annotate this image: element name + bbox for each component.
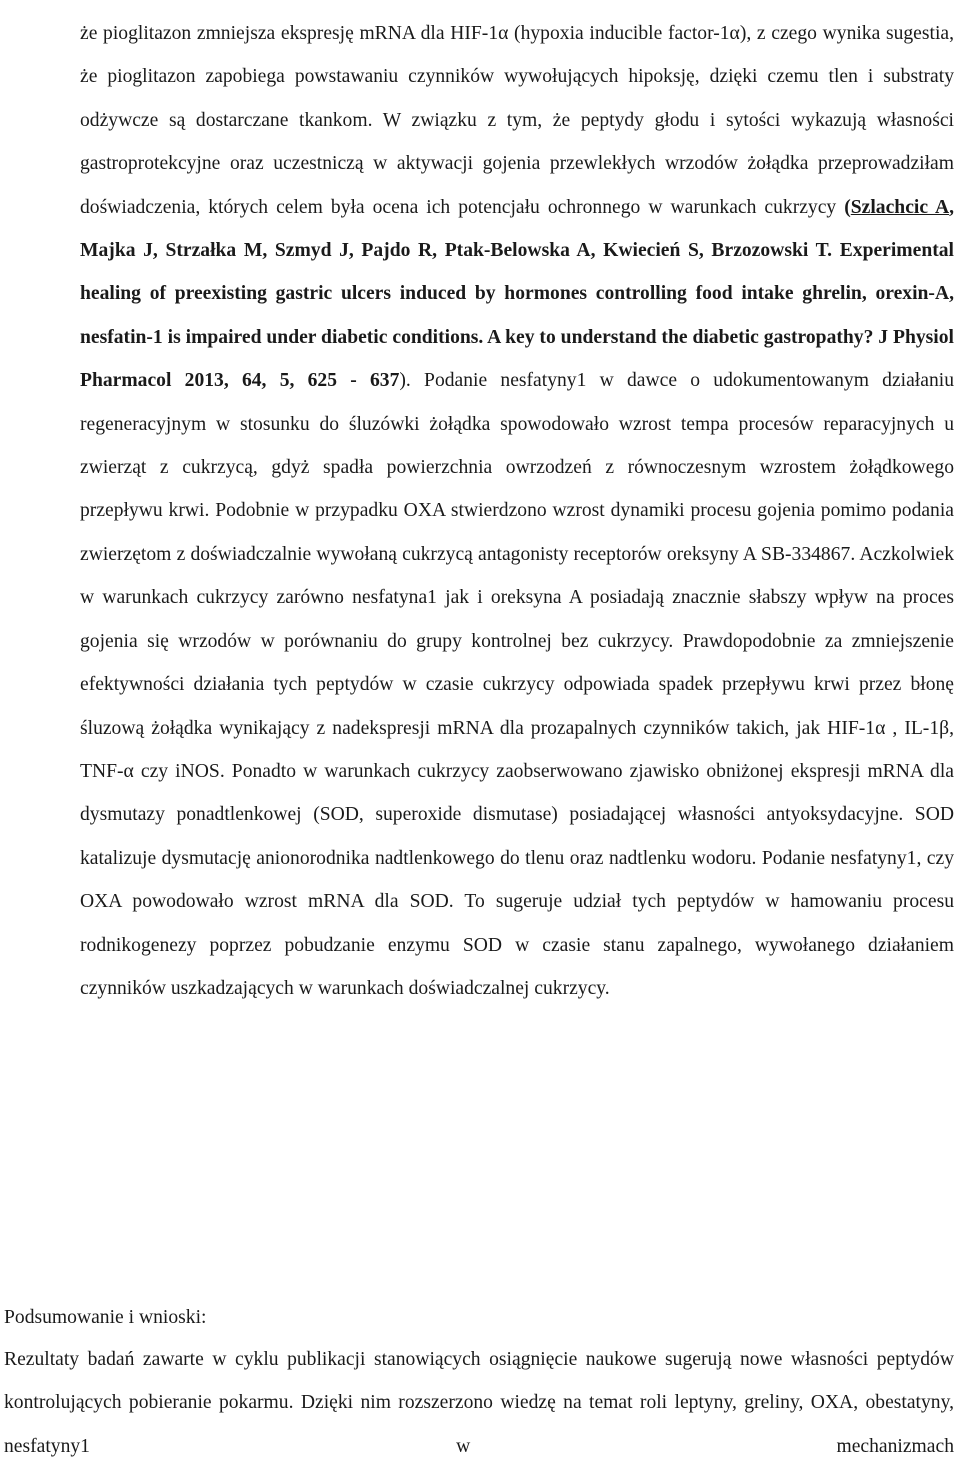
paragraph-text-continued: Podanie nesfatyny1 w dawce o udokumentowanym działaniu regeneracyjnym w stosunku do śluzówki żołądka spowodowało wzrost tempa procesów reparacyjnych u zwierząt z cukrzycą, gdyż spadła powierzchnia owrzodzeń z równoczesnym wzrostem żołądkowego przepływu krwi. Podobnie w przypadku OXA stwierdzono wzrost dynamiki procesu gojenia pomimo podania zwierzętom z doświadczalnie wywołaną cukrzycą antagonisty receptorów oreksyny A SB-334867. Aczkolwiek w warunkach cukrzycy zarówno nesfatyna1 jak i oreksyna A posiadają znacznie słabszy wpływ na proces gojenia się wrzodów w porównaniu do grupy kontrolnej bez cukrzycy. Prawdopodobnie za zmniejszenie efektywności działania tych peptydów w czasie cukrzycy odpowiada spadek przepływu krwi przez błonę śluzową żołądka wynikający z nadekspresji mRNA dla prozapalnych czynników takich, jak HIF-1α , IL-1β, TNF-α czy iNOS. Ponadto w warunkach cukrzycy zaobserwowano zjawisko obniżonej ekspresji mRNA dla dysmutazy ponadtlenkowej (SOD, superoxide dismutase) posiadającej własności antyoksydacyjne. SOD katalizuje dysmutację anionorodnika nadtlenkowego do tlenu oraz nadtlenku wodoru. Podanie nesfatyny1, czy OXA powodowało wzrost mRNA dla SOD. To sugeruje udział tych peptydów w hamowaniu procesu rodnikogenezy poprzez pobudzanie enzymu SOD w czasie stanu zapalnego, wywołanego działaniem czynników uszkadzających w warunkach doświadczalnej cukrzycy. xyxy=(80,370,954,999)
body-paragraph xyxy=(80,12,954,1010)
section-heading: Podsumowanie i wnioski: xyxy=(4,1307,207,1328)
paragraph-text: że pioglitazon zmniejsza ekspresję mRNA dla HIF-1α (hypoxia inducible factor-1α), z czego wynika sugestia, że pioglitazon zapobiega powstawaniu czynników wywołujących hipoksję, dzięki czemu tlen i substraty odżywcze są dostarczane tkankom. W związku z tym, że peptydy głodu i sytości wykazują własności gastroprotekcyjne oraz uczestniczą w aktywacji gojenia przewlekłych wrzodów żołądka przeprowadziłam doświadczenia, których celem była ocena ich potencjału ochronnego w warunkach cukrzycy xyxy=(80,23,954,218)
citation-text: , Majka J, Strzałka M, Szmyd J, Pajdo R, Ptak-Belowska A, Kwiecień S, Brzozowski T. Experimental healing of preexisting gastric ulcers induced by hormones controlling food intake ghrelin, orexin-A, nesfatin-1 is impaired under diabetic conditions. A key to understand the diabetic gastropathy? J Physiol Pharmacol 2013, 64, 5, 625 - 637 xyxy=(80,196,955,392)
citation-close: ). xyxy=(399,370,411,392)
summary-paragraph: Rezultaty badań zawarte w cyklu publikacji stanowiących osiągnięcie naukowe sugerują nowe własności peptydów kontrolujących pobieranie pokarmu. Dzięki nim rozszerzono wiedzę na temat roli leptyny, greliny, OXA, obestatyny, nesfatyny1 w mechanizmach xyxy=(4,1349,954,1457)
citation-first-author: Szlachcic A xyxy=(850,196,950,218)
citation: (Szlachcic A, Majka J, Strzałka M, Szmyd J, Pajdo R, Ptak-Belowska A, Kwiecień S, Brzozowski T. Experimental healing of preexisting gastric ulcers induced by hormones controlling food intake ghrelin, orexin-A, nesfatin-1 is impaired under diabetic conditions. A key to understand the diabetic gastropathy? J Physiol Pharmacol 2013, 64, 5, 625 - 637 xyxy=(80,196,955,392)
